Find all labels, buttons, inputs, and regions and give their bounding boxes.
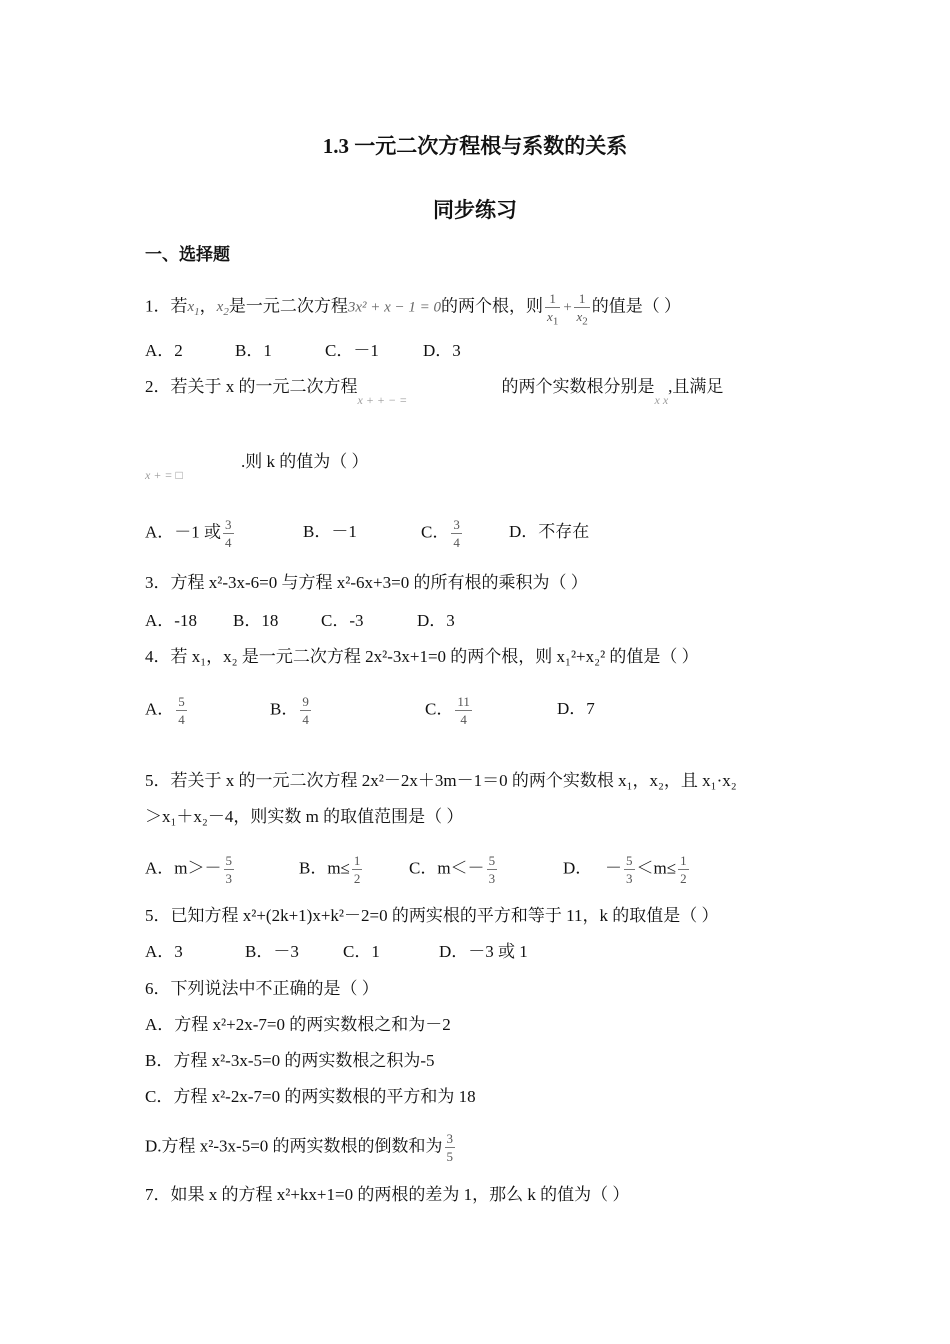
q6-frac-d: $\frac{3}{5}$ (446, 1131, 454, 1164)
q4-frac-a: $\frac{5}{4}$ (178, 694, 185, 727)
q1-post2: 的值是（ ） (591, 296, 681, 316)
q2-condition-text: .则 k 的值为（ ） (241, 452, 369, 471)
q1-options (145, 339, 461, 363)
page-title: 1.3 一元二次方程根与系数的关系 (322, 134, 628, 158)
q5a-frac-d2: $\frac{1}{2}$ (680, 853, 687, 886)
q2-condition (145, 450, 369, 482)
question-5a-line1: 5．若关于 x 的一元二次方程 2x²－2x＋3m－1＝0 的两个实数根 x₁，x₂，且 x₁·x₂ (145, 771, 737, 790)
q3-option-a: A．-18 (145, 611, 197, 630)
q3-option-b: B．18 (233, 611, 279, 630)
q1-mid: 是一元二次方程 (228, 296, 348, 316)
q5a-option-b: B．m≤ $\frac{1}{2}$ (299, 853, 361, 886)
q1-equation: 3x² + x − 1 = 0 (347, 299, 442, 316)
question-3: 3．方程 x²-3x-6=0 与方程 x²-6x+3=0 的所有根的乘积为（ ） (145, 573, 588, 592)
q5b-option-a: A．3 (145, 942, 183, 961)
q1-prefix: 1．若 (145, 296, 188, 316)
q1-post: 的两个根，则 (441, 296, 544, 316)
q4-options (145, 693, 595, 728)
q5a-frac-a: $\frac{5}{3}$ (225, 853, 232, 886)
q6-option-c: C．方程 x²-2x-7=0 的两实数根的平方和为 18 (145, 1087, 476, 1106)
page-subtitle: 同步练习 (433, 198, 517, 222)
q5b-option-b: B．－3 (245, 942, 299, 961)
q2-post: 的两个实数根分别是 (501, 377, 655, 396)
section-heading: 一、选择题 (145, 245, 230, 264)
question-2 (145, 375, 724, 407)
q3-options (145, 609, 455, 633)
q6-option-a: A．方程 x²+2x-7=0 的两实数根之和为－2 (145, 1015, 451, 1034)
q2-options (145, 516, 589, 551)
q1-x1: $x_1$ (187, 299, 200, 319)
question-7: 7．如果 x 的方程 x²+kx+1=0 的两根的差为 1，那么 k 的值为（ ） (145, 1185, 630, 1204)
q4-frac-c: $\frac{11}{4}$ (457, 694, 470, 727)
q5a-frac-c: $\frac{5}{3}$ (488, 853, 496, 886)
q4-option-a: A． $\frac{5}{4}$ (145, 694, 185, 727)
q2-option-b: B．－1 (303, 522, 357, 542)
q5b-option-d: D．－3 或 1 (439, 942, 528, 961)
q6-option-d: D.方程 x²-3x-5=0 的两实数根的倒数和为 $\frac{3}{5}$ (145, 1131, 454, 1164)
q2-equation-faint: x + + − = (357, 393, 408, 407)
q1-frac-1: $\frac{1}{x_1}$ (547, 291, 559, 328)
q4-option-d: D．7 (557, 699, 595, 719)
q5a-options (145, 852, 691, 887)
q1-option-a: A．2 (145, 341, 183, 360)
question-5b: 5．已知方程 x²+(2k+1)x+k²－2=0 的两实根的平方和等于 11，k 的取值是（ ） (145, 906, 719, 925)
q1-option-c: C．－1 (325, 341, 379, 360)
q5a-option-d: D． － $\frac{5}{3}$ ＜m≤ $\frac{1}{2}$ (563, 853, 687, 886)
q2-condition-faint: x + = □ (145, 468, 183, 482)
q3-option-c: C．-3 (321, 611, 364, 630)
q1-option-d: D．3 (423, 341, 461, 360)
q5b-options (145, 940, 528, 964)
q1-plus: + (562, 299, 573, 316)
question-4: 4．若 x₁，x₂ 是一元二次方程 2x²-3x+1=0 的两个根，则 x₁²+x₂² 的值是（ ） (145, 647, 699, 666)
q6-option-b: B．方程 x²-3x-5=0 的两实数根之积为-5 (145, 1051, 435, 1070)
q1-frac-2: $\frac{1}{x_2}$ (576, 291, 588, 328)
q2-frac-a: $\frac{3}{4}$ (225, 517, 232, 550)
question-5a-line2: ＞x₁＋x₂－4，则实数 m 的取值范围是（ ） (145, 807, 464, 826)
question-6: 6．下列说法中不正确的是（ ） (145, 979, 379, 998)
q2-post2: ,且满足 (668, 377, 724, 396)
q2-roots-faint: x x (654, 393, 669, 407)
q5b-option-c: C．1 (343, 942, 380, 961)
q3-option-d: D．3 (417, 611, 455, 630)
q1-option-b: B．1 (235, 341, 272, 360)
q2-frac-c: $\frac{3}{4}$ (453, 517, 460, 550)
q2-option-d: D．不存在 (509, 522, 590, 542)
q5a-option-c: C．m＜－ $\frac{5}{3}$ (409, 853, 496, 886)
q2-prefix: 2．若关于 x 的一元二次方程 (145, 377, 358, 396)
q4-option-b: B． $\frac{9}{4}$ (270, 694, 309, 727)
q5a-frac-b: $\frac{1}{2}$ (353, 853, 361, 886)
q4-frac-b: $\frac{9}{4}$ (302, 694, 309, 727)
q5a-option-a: A．m＞－ $\frac{5}{3}$ (145, 853, 232, 886)
q4-option-c: C． $\frac{11}{4}$ (425, 694, 470, 727)
q2-option-a: A．－1 或 $\frac{3}{4}$ (145, 517, 232, 550)
q5a-frac-d1: $\frac{5}{3}$ (626, 853, 633, 886)
question-1: 1．若$x_1$，$x_2$是一元二次方程3x² + x − 1 = 0的两个根，则 $\frac{1}{x_1}$ + $\frac{1}{x_2}$ 的值是（ ） (145, 291, 681, 328)
q1-x2: $x_2$ (216, 299, 229, 319)
q2-option-c: C． $\frac{3}{4}$ (421, 517, 460, 550)
